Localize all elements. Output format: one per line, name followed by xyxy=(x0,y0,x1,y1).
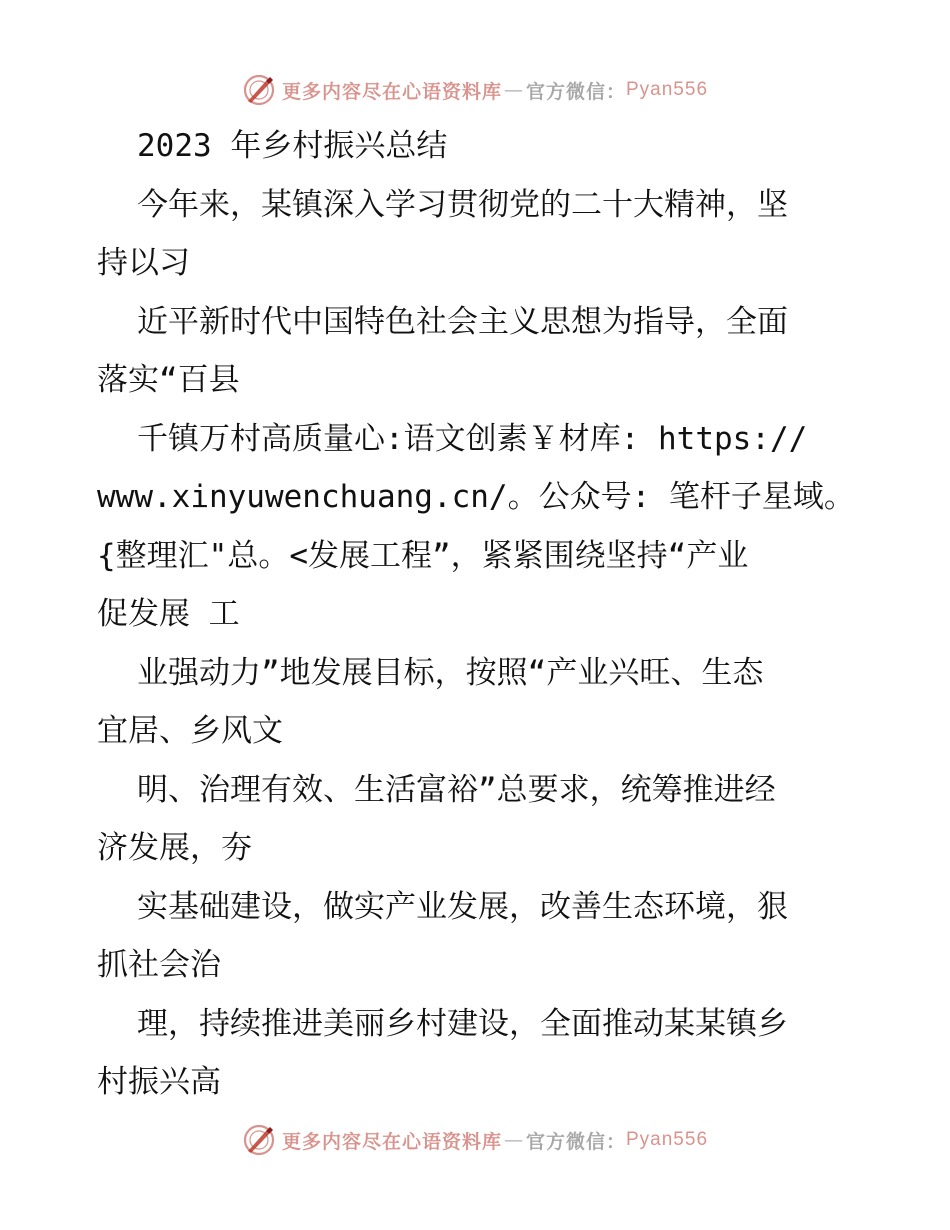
text-line: 持以习 xyxy=(97,245,190,281)
watermark-wechat-id: Pyan556 xyxy=(626,79,709,100)
watermark-library-text: 更多内容尽在心语资料库 xyxy=(281,1130,502,1153)
text-line: 济发展，夯 xyxy=(97,830,252,866)
watermark-wechat-id: Pyan556 xyxy=(626,1129,709,1150)
header-watermark xyxy=(0,70,950,110)
text-line: 今年来，某镇深入学习贯彻党的二十大精神，坚 xyxy=(137,186,788,223)
text-line: 近平新时代中国特色社会主义思想为指导，全面 xyxy=(137,303,788,340)
text-line: www.xinyuwenchuang.cn/。公众号: 笔杆子星域。 xyxy=(97,479,855,515)
document-body xyxy=(97,117,857,1112)
text-line: 业强动力”地发展目标，按照“产业兴旺、生态 xyxy=(137,654,764,691)
text-line: 促发展 工 xyxy=(97,596,240,632)
watermark-library-text: 更多内容尽在心语资料库 xyxy=(281,80,502,103)
text-line: {整理汇"总。<发展工程”，紧紧围绕坚持“产业 xyxy=(97,537,749,574)
pen-logo-icon xyxy=(242,1123,276,1157)
watermark-wechat-label: 官方微信： xyxy=(525,80,626,103)
pen-logo-icon xyxy=(242,73,276,107)
text-line: 实基础建设，做实产业发展，改善生态环境，狠 xyxy=(137,888,788,925)
text-line: 抓社会治 xyxy=(97,947,221,983)
watermark-dash: — xyxy=(503,1129,524,1151)
text-line: 理，持续推进美丽乡村建设，全面推动某某镇乡 xyxy=(137,1005,788,1042)
text-line: 宜居、乡风文 xyxy=(97,713,283,749)
text-line: 明、治理有效、生活富裕”总要求，统筹推进经 xyxy=(137,771,776,808)
watermark-dash: — xyxy=(503,79,524,101)
watermark-wechat-label: 官方微信： xyxy=(525,1130,626,1153)
document-title: 2023 年乡村振兴总结 xyxy=(137,128,448,164)
footer-watermark xyxy=(0,1120,950,1160)
text-line: 村振兴高 xyxy=(97,1064,221,1100)
text-line: 千镇万村高质量心:语文创素￥材库: https:// xyxy=(137,420,808,457)
text-line: 落实“百县 xyxy=(97,362,240,398)
